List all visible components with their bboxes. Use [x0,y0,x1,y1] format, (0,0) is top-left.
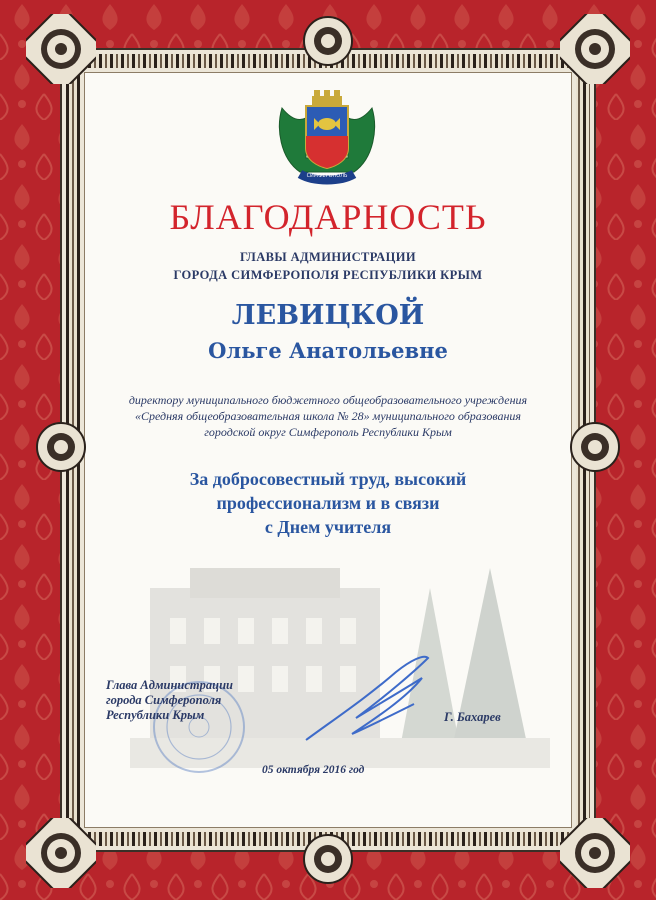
merit-line-3: с Днем учителя [264,517,392,537]
signer-title-line-1: Глава Администрации [106,678,233,692]
corner-rosette-icon [26,818,96,888]
merit-line-1: За добросовестный труд, высокий [189,469,467,489]
coat-ribbon-text: СИМФЕРОПОЛЬ [306,173,348,179]
certificate-title: БЛАГОДАРНОСТЬ [169,197,487,237]
position-line-1: директору муниципального бюджетного общеобразовательного учреждения [128,393,528,407]
position-line-2: «Средняя общеобразовательная школа № 28» муниципального образования [135,409,521,423]
edge-rosette-icon [301,832,355,886]
signer-title-line-3: Республики Крым [106,708,205,722]
signer-title-line-2: города Симферополя [106,693,222,707]
edge-rosette-icon [301,14,355,68]
position-line-3: городской округ Симферополь Республики Крым [204,425,452,439]
issue-date: 05 октября 2016 год [262,764,365,776]
signer-name: Г. Бахарев [444,710,501,724]
merit-line-2: профессионализм и в связи [216,493,440,513]
issuer-line-2: ГОРОДА СИМФЕРОПОЛЯ РЕСПУБЛИКИ КРЫМ [173,268,483,282]
recipient-name: Ольге Анатольевне [208,338,448,363]
issuer-line-1: ГЛАВЫ АДМИНИСТРАЦИИ [240,250,416,264]
corner-rosette-icon [26,14,96,84]
recipient-surname: ЛЕВИЦКОЙ [231,300,425,331]
corner-rosette-icon [560,818,630,888]
signer-title [106,678,233,723]
handwritten-signature-icon [296,648,436,748]
corner-rosette-icon [560,14,630,84]
